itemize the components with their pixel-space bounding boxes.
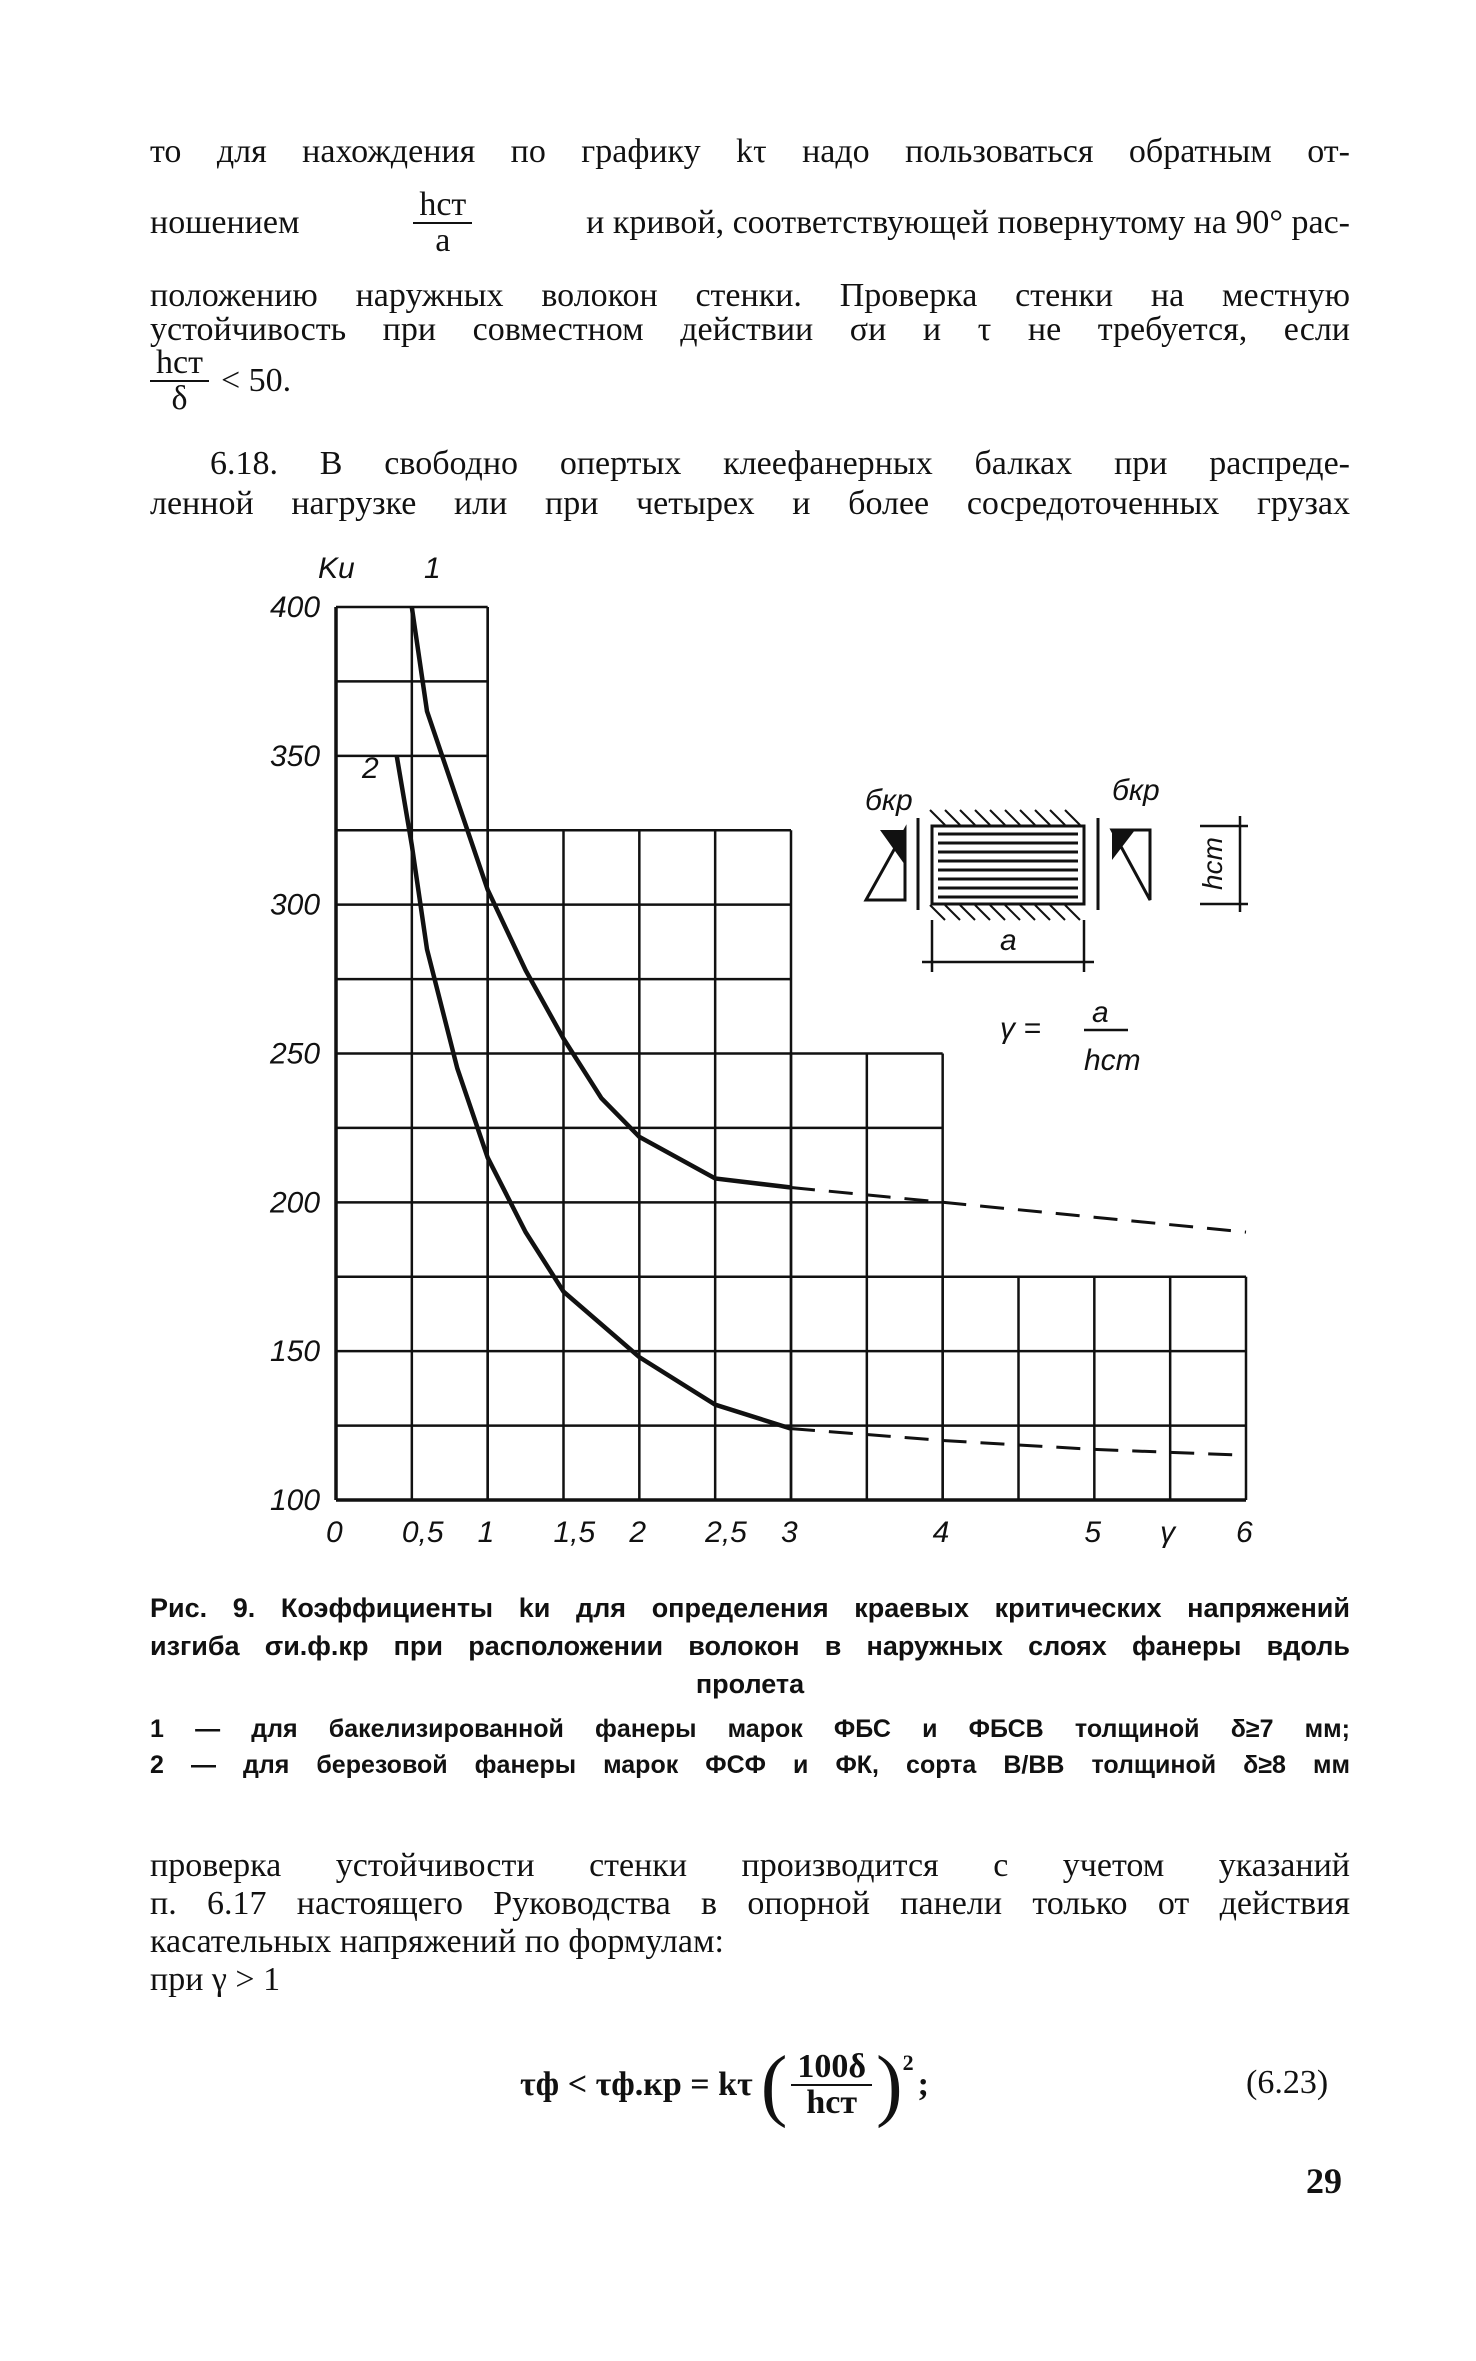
legend-item: 1 — для бакелизированной фанеры марок ФБС и ФБСВ толщиной δ≥7 мм; [150,1715,1350,1743]
text-line: при γ > 1 [150,1961,281,1998]
formula-lhs: τф < τф.кр = kτ [520,2066,753,2103]
text-line: устойчивость при совместном действии σи и τ не требуется, если [150,311,1350,348]
series-curve-2 [791,1188,1246,1233]
x-tick-label: 2,5 [705,1516,747,1549]
panel-fibers [938,834,1078,897]
x-tick-label: γ [1160,1516,1176,1549]
condition-text: < 50. [220,362,292,399]
formula-tail: ; [917,2066,929,2103]
series-1-label: 1 [424,552,441,585]
formula-paren-close: ) [876,2040,903,2129]
inset-diagram [865,774,1248,1077]
figure-caption-line: пролета [695,1669,805,1699]
formula-denominator: hст [806,2084,858,2121]
x-tick-label: 0,5 [401,1516,444,1549]
fraction-denominator: δ [171,380,188,417]
text-line: проверка устойчивости стенки производится с учетом указаний [150,1847,1350,1884]
y-tick-label: 150 [270,1335,321,1369]
series-curve-3 [397,756,791,1429]
figure-caption-line: изгиба σи.ф.кр при расположении волокон в наружных слоях фанеры вдоль [150,1631,1350,1661]
formula-paren-open: ( [760,2040,788,2129]
sigma-left-label: бкр [865,784,913,817]
right-stress-diagram-fill [1112,830,1135,860]
formula-exponent: 2 [902,2050,914,2075]
y-tick-label: 250 [270,1037,321,1071]
legend-item: 2 — для березовой фанеры марок ФСФ и ФК, сорта В/ВВ толщиной δ≥8 мм [150,1751,1350,1779]
width-label: a [1000,924,1017,957]
series-2-label: 2 [362,752,379,785]
y-tick-label: 350 [270,739,321,773]
gamma-formula-num: a [1092,996,1109,1029]
text-fragment: и кривой, соответствующей повернутому на 90° рас- [586,204,1350,241]
fraction-denominator: a [435,222,451,259]
x-tick-label: 0 [326,1516,343,1549]
x-tick-label: 1 [477,1516,495,1549]
x-tick-label: 1,5 [553,1516,596,1549]
y-tick-label: 400 [270,591,321,624]
fraction-numerator: hст [150,346,209,382]
x-tick-label: 2 [629,1516,647,1549]
gamma-formula-den: hст [1084,1044,1141,1077]
text-line: касательных напряжений по формулам: [150,1923,724,1960]
figure-caption-line: Рис. 9. Коэффициенты kи для определения краевых критических напряжений [150,1593,1350,1623]
y-tick-label: 300 [270,888,321,922]
formula-6-23 [520,2040,929,2130]
page-number: 29 [1306,2161,1342,2201]
x-tick-label: 5 [1084,1516,1102,1549]
sigma-right-label: бкр [1112,774,1160,807]
left-stress-diagram-fill [880,830,905,865]
x-tick-label: 4 [932,1516,950,1549]
height-label: hст [1197,837,1228,890]
text-line: то для нахождения по графику kτ надо пользоваться обратным от- [150,133,1350,170]
formula-number: (6.23) [1246,2064,1329,2101]
text-line: положению наружных волокон стенки. Проверка стенки на местную [150,277,1350,314]
x-tick-label: 6 [1236,1516,1253,1549]
plywood-panel [932,826,1084,904]
text-line: п. 6.17 настоящего Руководства в опорной панели только от действия [150,1885,1350,1922]
gamma-formula-lhs: γ = [1000,1012,1041,1045]
y-tick-label: 100 [270,1484,321,1517]
fraction-numerator: hст [413,188,472,224]
formula-numerator: 100δ [791,2050,872,2086]
y-tick-label: 200 [270,1186,321,1220]
text-line: ленной нагрузке или при четырех и более сосредоточенных грузах [150,485,1350,522]
text-line: 6.18. В свободно опертых клеефанерных балках при распреде- [210,445,1350,482]
x-tick-label: 3 [781,1516,798,1549]
text-fragment: ношением [150,204,300,241]
formula-fraction [791,2050,872,2120]
y-axis-label: Kи [318,552,355,585]
